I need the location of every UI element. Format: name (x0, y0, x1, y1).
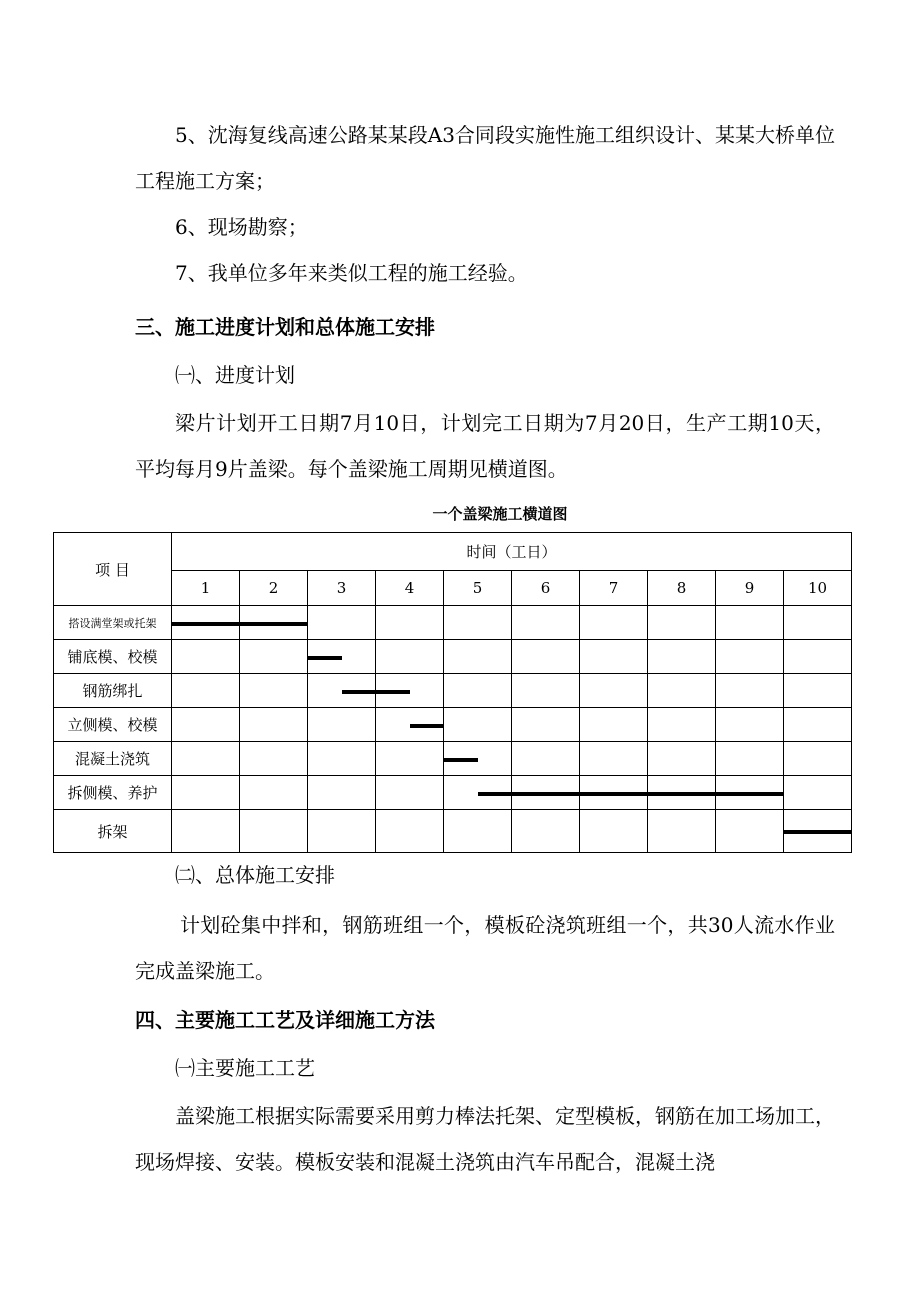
gantt-bar (410, 724, 444, 728)
gantt-row (54, 674, 852, 708)
gantt-cell (580, 606, 648, 640)
gantt-cell (580, 708, 648, 742)
gantt-cell (784, 674, 852, 708)
gantt-bar (478, 792, 784, 796)
gantt-bar (342, 690, 410, 694)
day-header-8: 8 (648, 570, 716, 606)
gantt-cell (716, 640, 784, 674)
gantt-cell (716, 810, 784, 853)
gantt-cell (444, 708, 512, 742)
day-header-5: 5 (444, 570, 512, 606)
gantt-cell (716, 708, 784, 742)
gantt-cell (240, 776, 308, 810)
gantt-cell (648, 606, 716, 640)
gantt-cell (172, 742, 240, 776)
gantt-row (54, 708, 852, 742)
gantt-cell (648, 640, 716, 674)
gantt-chart-table (53, 532, 852, 853)
gantt-cell (580, 674, 648, 708)
section-3-heading: 三、施工进度计划和总体施工安排 (135, 315, 435, 339)
gantt-cell (308, 708, 376, 742)
gantt-chart-title: 一个盖梁施工横道图 (432, 505, 568, 523)
day-header-2: 2 (240, 570, 308, 606)
gantt-cell (240, 640, 308, 674)
gantt-cell (648, 742, 716, 776)
gantt-cell (376, 606, 444, 640)
gantt-cell (580, 742, 648, 776)
gantt-cell (172, 640, 240, 674)
gantt-cell (444, 606, 512, 640)
day-header-3: 3 (308, 570, 376, 606)
gantt-cell (444, 674, 512, 708)
day-header-1: 1 (172, 570, 240, 606)
gantt-cell (240, 674, 308, 708)
gantt-cell (376, 742, 444, 776)
task-name: 钢筋绑扎 (54, 674, 172, 708)
gantt-cell (512, 606, 580, 640)
gantt-cell (240, 810, 308, 853)
gantt-row (54, 606, 852, 640)
row-header: 项 目 (54, 533, 172, 606)
gantt-cell (308, 776, 376, 810)
gantt-cell (172, 674, 240, 708)
gantt-row (54, 810, 852, 853)
gantt-bar (784, 830, 852, 834)
section-4-heading: 四、主要施工工艺及详细施工方法 (135, 1008, 435, 1032)
task-name: 拆侧模、养护 (54, 776, 172, 810)
gantt-cell (512, 708, 580, 742)
gantt-cell (308, 810, 376, 853)
gantt-cell (716, 606, 784, 640)
gantt-row (54, 742, 852, 776)
gantt-row (54, 640, 852, 674)
section-3-sub2-text: 计划砼集中拌和，钢筋班组一个，模板砼浇筑班组一个，共30人流水作业完成盖梁施工。 (135, 913, 835, 983)
gantt-cell (580, 810, 648, 853)
section-3-sub2-title: ㈡、总体施工安排 (175, 863, 335, 887)
gantt-cell (512, 674, 580, 708)
section-3-sub1-title: ㈠、进度计划 (175, 363, 295, 387)
gantt-bar (172, 622, 308, 626)
gantt-cell (376, 810, 444, 853)
list-item-6: 6、现场勘察； (175, 215, 308, 239)
section-4-sub1-title: ㈠主要施工工艺 (175, 1056, 315, 1080)
gantt-cell (784, 708, 852, 742)
gantt-cell (716, 674, 784, 708)
gantt-cell (240, 708, 308, 742)
gantt-cell (512, 640, 580, 674)
gantt-cell (512, 810, 580, 853)
gantt-bar (308, 656, 342, 660)
day-header-4: 4 (376, 570, 444, 606)
time-header: 时间（工日） (172, 533, 852, 571)
gantt-cell (648, 810, 716, 853)
gantt-cell (308, 606, 376, 640)
day-header-7: 7 (580, 570, 648, 606)
task-name: 立侧模、校模 (54, 708, 172, 742)
gantt-cell (784, 606, 852, 640)
gantt-cell (308, 742, 376, 776)
gantt-cell (172, 606, 240, 640)
gantt-cell (580, 640, 648, 674)
gantt-cell (444, 810, 512, 853)
gantt-cell (784, 640, 852, 674)
gantt-cell (376, 640, 444, 674)
task-name: 搭设满堂架或托架 (54, 606, 172, 640)
task-name: 拆架 (54, 810, 172, 853)
list-item-5: 5、沈海复线高速公路某某段A3合同段实施性施工组织设计、某某大桥单位工程施工方案； (135, 123, 835, 193)
gantt-cell (172, 708, 240, 742)
gantt-cell (376, 776, 444, 810)
day-header-6: 6 (512, 570, 580, 606)
task-name: 铺底模、校模 (54, 640, 172, 674)
gantt-row (54, 776, 852, 810)
section-3-sub1-text: 梁片计划开工日期7月10日，计划完工日期为7月20日，生产工期10天，平均每月9片盖梁。每个盖梁施工周期见横道图。 (135, 411, 835, 481)
day-header-10: 10 (784, 570, 852, 606)
task-name: 混凝土浇筑 (54, 742, 172, 776)
gantt-cell (784, 742, 852, 776)
gantt-bar (444, 758, 478, 762)
gantt-cell (512, 742, 580, 776)
gantt-cell (444, 640, 512, 674)
gantt-cell (784, 776, 852, 810)
section-4-sub1-text: 盖梁施工根据实际需要采用剪力棒法托架、定型模板，钢筋在加工场加工，现场焊接、安装。模板安装和混凝土浇筑由汽车吊配合，混凝土浇 (135, 1104, 835, 1174)
gantt-cell (240, 742, 308, 776)
gantt-cell (172, 810, 240, 853)
gantt-cell (716, 742, 784, 776)
list-item-7: 7、我单位多年来类似工程的施工经验。 (175, 261, 528, 285)
gantt-cell (172, 776, 240, 810)
gantt-cell (648, 674, 716, 708)
day-header-9: 9 (716, 570, 784, 606)
gantt-cell (648, 708, 716, 742)
